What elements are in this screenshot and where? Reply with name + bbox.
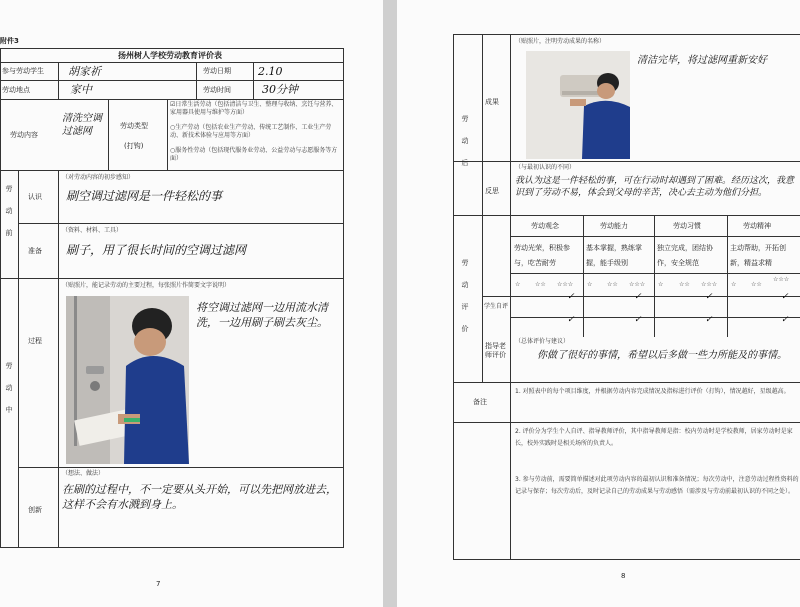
- innovation-hint: （想法、做法）: [62, 470, 105, 477]
- reflect-hint: （与最初认识的不同）: [515, 164, 576, 171]
- result-label: 成果: [485, 98, 499, 106]
- type-option-production[interactable]: ○生产劳动（包括农业生产劳动、传统工艺制作、工业生产劳动、新技术体验与应用等方面）: [170, 124, 332, 139]
- result-caption: 清洁完毕，将过滤网重新安好: [637, 55, 767, 66]
- prep-label: 准备: [28, 247, 42, 255]
- teacher-check-mark[interactable]: ✓: [567, 315, 575, 325]
- criteria-spirit: 主动帮助，开拓创新，精益求精: [730, 244, 786, 267]
- star-rating: ☆☆☆: [773, 276, 790, 283]
- star-rating: ☆☆☆: [701, 281, 718, 288]
- cognition-label: 认识: [28, 193, 42, 201]
- form-title: 扬州树人学校劳动教育评价表: [118, 51, 222, 60]
- duration-label: 劳动时间: [203, 86, 231, 94]
- star-rating: ☆☆☆: [557, 281, 574, 288]
- location-value: 家中: [70, 83, 92, 96]
- star-rating: ☆☆: [679, 281, 690, 288]
- dimension-concept: 劳动观念: [531, 222, 559, 230]
- teacher-comment: 你做了很好的事情，希望以后多做一些力所能及的事情。: [537, 350, 787, 361]
- page-number-8: 8: [621, 572, 626, 580]
- teacher-eval-label: 指导老师评价: [485, 342, 506, 359]
- type-label: 劳动类型: [120, 122, 148, 130]
- star-rating: ☆: [658, 281, 664, 288]
- star-rating: ☆☆: [607, 281, 618, 288]
- teacher-check-mark[interactable]: ✓: [634, 315, 642, 325]
- during-section-label: 劳动中: [5, 362, 13, 414]
- criteria-concept: 劳动光荣，积极参与，吃苦耐劳: [514, 244, 570, 267]
- process-caption: 将空调过滤网一边用流水清洗，一边用刷子刷去灰尘。: [196, 301, 328, 329]
- note-1: 1. 对照表中的每个项目维度，并根据劳动内容完成情况及指标进行评价（打钩），情况越好，星级越高。: [515, 388, 790, 395]
- date-label: 劳动日期: [203, 67, 231, 75]
- attachment-label: 附件3: [0, 37, 19, 45]
- self-check-mark[interactable]: ✓: [781, 292, 789, 302]
- self-check-mark[interactable]: ✓: [705, 292, 713, 302]
- right-page: [397, 0, 800, 607]
- note-3: 3. 参与劳动前，需要简单描述对此项劳动内容的最初认识和准备情况；每次劳动中，注意劳动过程性资料的记录与保存；每次劳动后，及时记录自己的劳动成果与劳动感悟（需涉及与劳动前最初认识的不同之处）。: [515, 476, 799, 495]
- star-rating: ☆: [731, 281, 737, 288]
- dimension-habit: 劳动习惯: [673, 222, 701, 230]
- self-eval-label: 学生自评: [484, 303, 509, 310]
- result-hint: （贴照片，注明劳动成果的名称）: [515, 38, 606, 45]
- star-rating: ☆☆: [535, 281, 546, 288]
- dimension-spirit: 劳动精神: [743, 222, 771, 230]
- cognition-value: 刷空调过滤网是一件轻松的事: [66, 189, 223, 203]
- prep-value: 刷子，用了很长时间的空调过滤网: [66, 243, 247, 257]
- prep-hint: （资料、材料、工具）: [62, 227, 123, 234]
- participant-label: 参与劳动学生: [2, 67, 44, 75]
- reflect-label: 反思: [485, 187, 499, 195]
- criteria-habit: 独立完成，团结协作，安全规范: [657, 244, 713, 267]
- innovation-label: 创新: [28, 506, 42, 514]
- teacher-check-mark[interactable]: ✓: [781, 315, 789, 325]
- process-label: 过程: [28, 337, 42, 345]
- content-value: 清洗空调过滤网: [62, 113, 102, 137]
- type-option-daily[interactable]: ☑日常生活劳动（包括清洁与卫生、整理与收纳、烹饪与营养、家用器具使用与维护等方面）: [170, 101, 338, 116]
- star-rating: ☆: [587, 281, 593, 288]
- reflect-value: 我认为这是一件轻松的事，可在行动时却遇到了困难。经历这次，我意识到了劳动不易，体会到父母的辛苦，决心去主动为他们分担。: [515, 176, 795, 198]
- location-label: 劳动地点: [2, 86, 30, 94]
- teacher-check-mark[interactable]: ✓: [705, 315, 713, 325]
- process-photo: [66, 296, 189, 464]
- before-section-label: 劳动前: [5, 185, 13, 237]
- type-option-service[interactable]: ○服务性劳动（包括现代服务业劳动、公益劳动与志愿服务等方面）: [170, 147, 338, 162]
- criteria-ability: 基本掌握，熟练掌握，能手级别: [586, 244, 642, 267]
- star-rating: ☆☆: [751, 281, 762, 288]
- self-check-mark[interactable]: ✓: [567, 292, 575, 302]
- eval-section-label: 劳动评价: [461, 259, 469, 333]
- type-hint: (打钩): [124, 142, 144, 150]
- innovation-value: 在刷的过程中，不一定要从头开始，可以先把网放进去，这样不会有水溅到身上。: [62, 483, 337, 511]
- content-label: 劳动内容: [10, 131, 38, 139]
- dimension-ability: 劳动能力: [600, 222, 628, 230]
- teacher-hint: （总体评价与建议）: [515, 338, 570, 345]
- participant-value: 胡家祈: [68, 65, 101, 78]
- left-page: [0, 0, 383, 607]
- self-check-mark[interactable]: ✓: [634, 292, 642, 302]
- note-2: 2. 评价分为学生个人自评、指导教师评价，其中指导教师是指：校内劳动时是学校教师，居家劳动时是家长，校外实践时是相关场所的负责人。: [515, 428, 793, 447]
- star-rating: ☆☆☆: [629, 281, 646, 288]
- after-section-label: 劳动后: [461, 115, 469, 167]
- process-hint: （贴照片，能记录劳动的主要过程，每张照片作简要文字说明）: [62, 282, 231, 289]
- duration-value: 30分钟: [262, 83, 298, 96]
- star-rating: ☆: [515, 281, 521, 288]
- page-number-7: 7: [156, 580, 161, 588]
- result-photo: [526, 51, 630, 159]
- notes-label: 备注: [473, 398, 487, 406]
- cognition-hint: （对劳动内容的初步感知）: [62, 174, 135, 181]
- date-value: 2.10: [258, 65, 283, 78]
